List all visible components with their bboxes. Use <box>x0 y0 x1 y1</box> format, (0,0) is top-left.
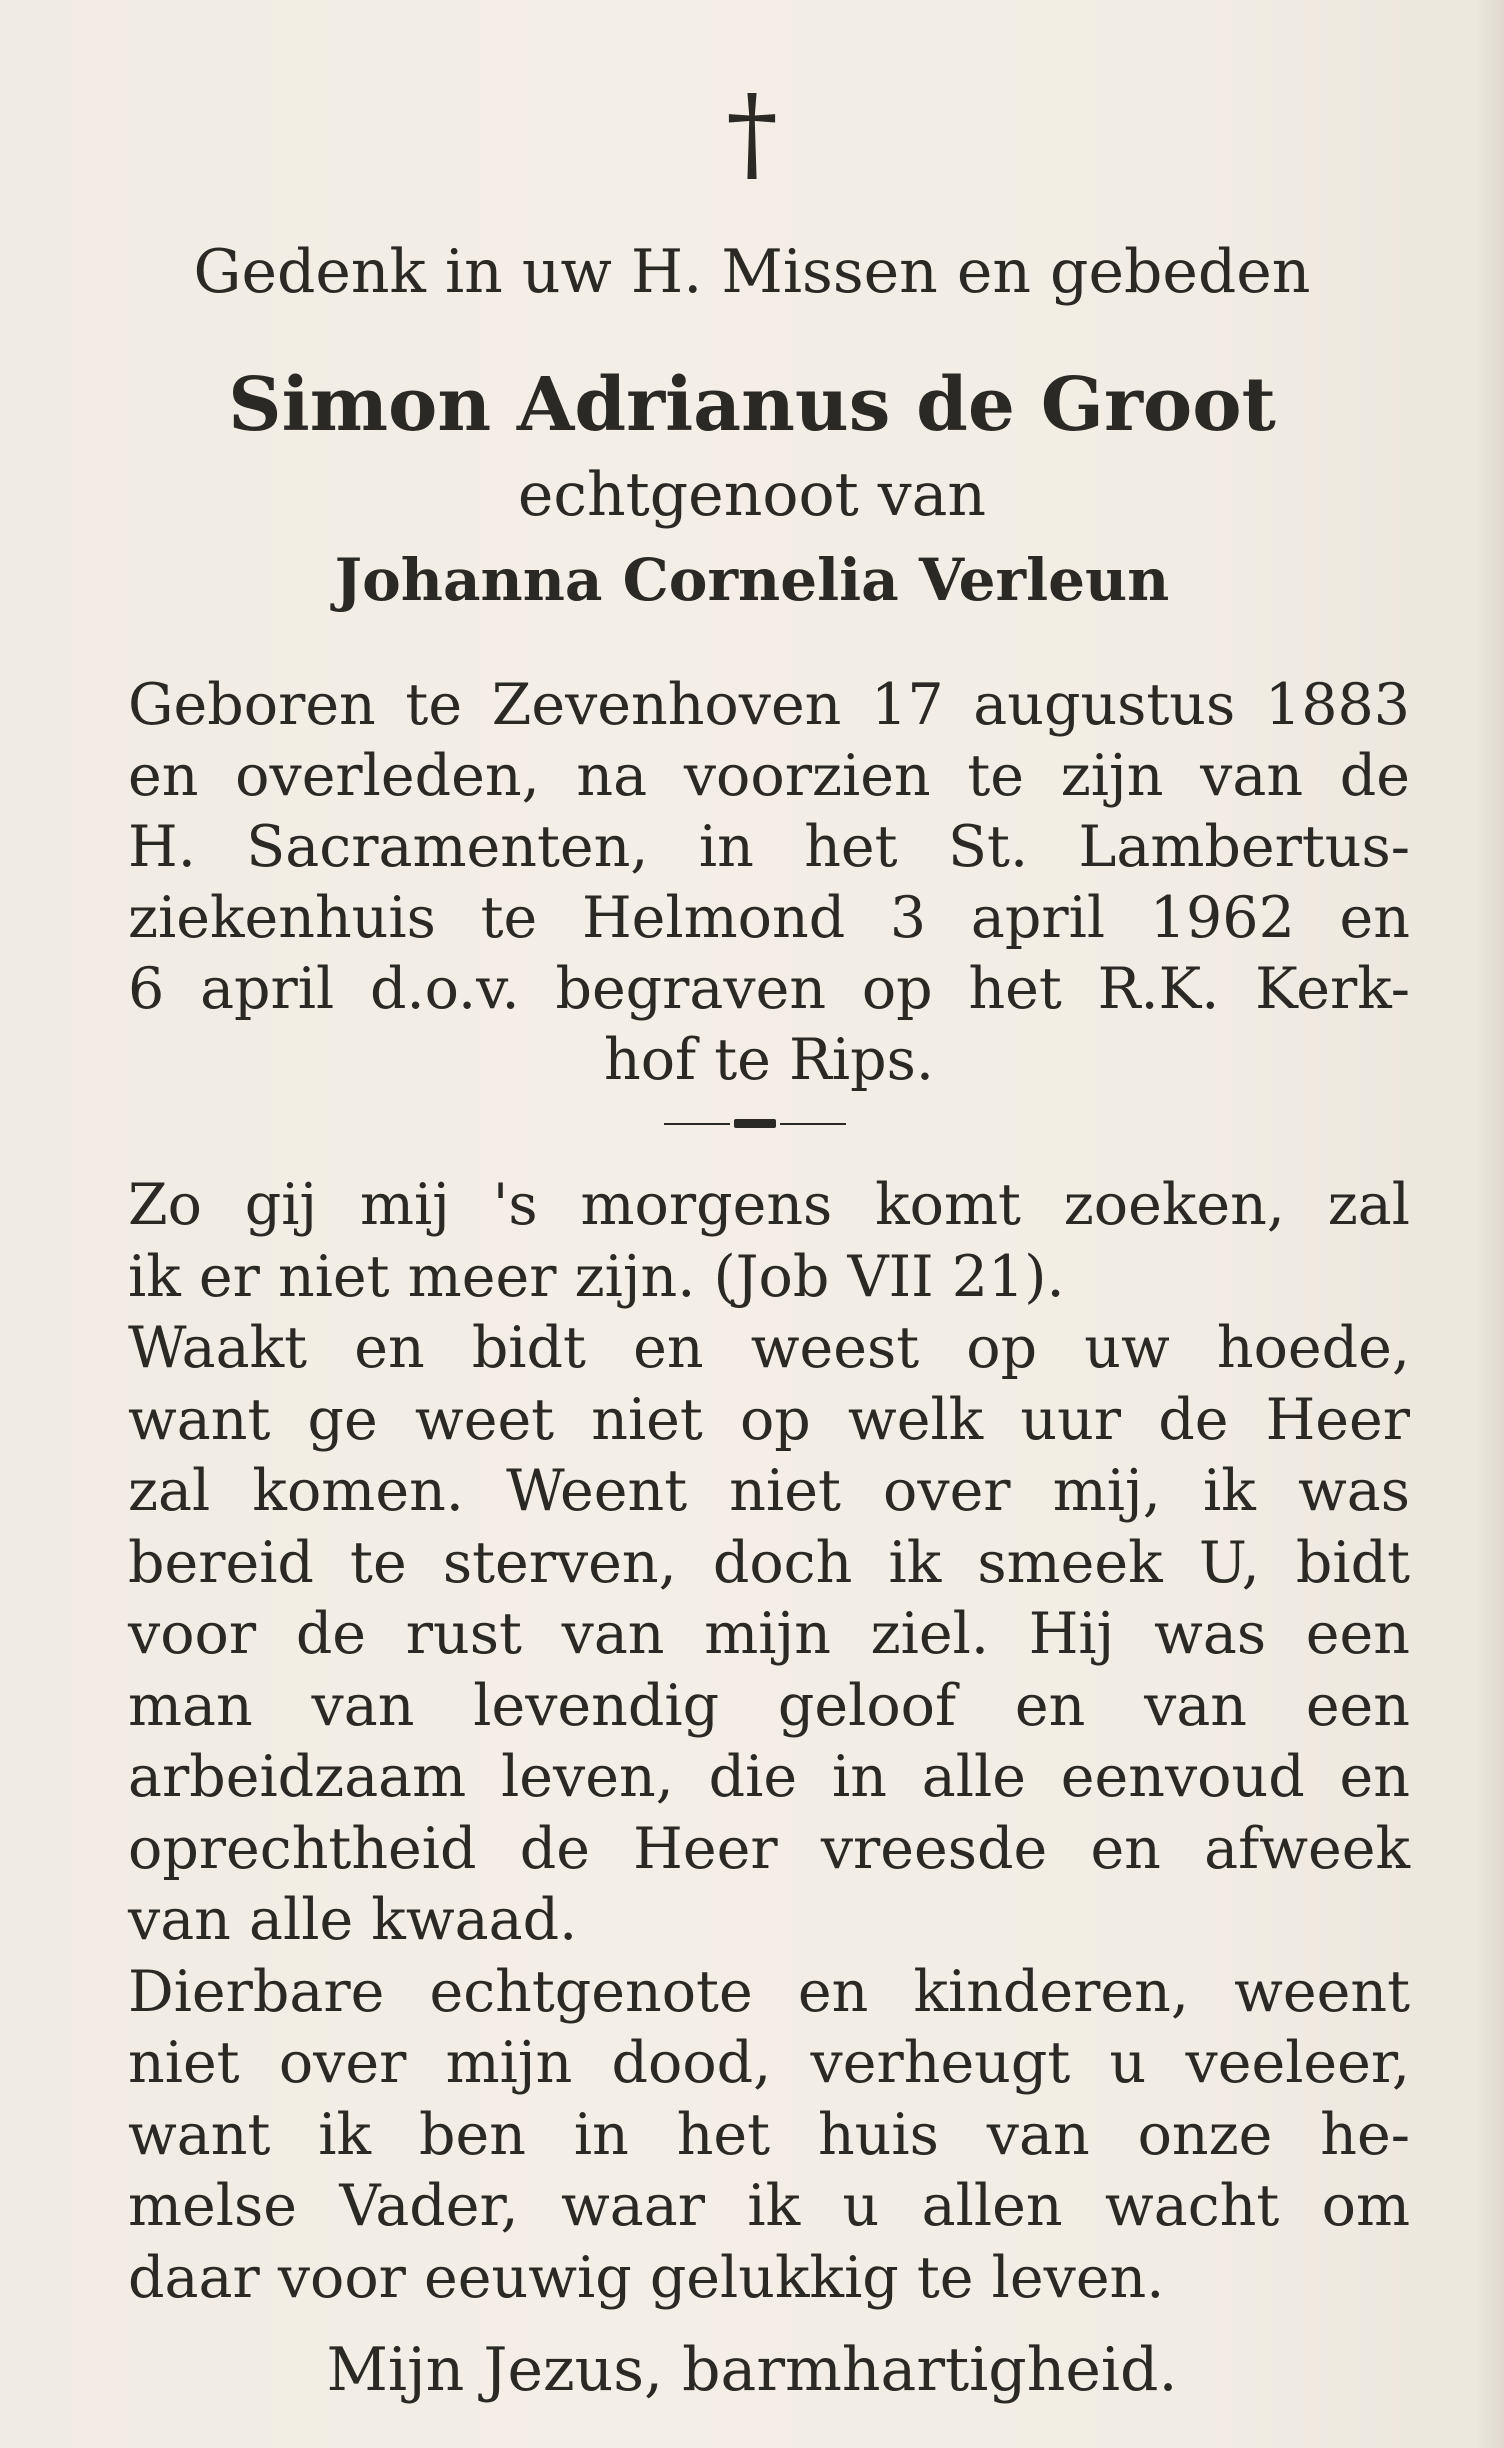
bio-line: H. Sacramenten, in het St. Lambertus- <box>128 814 1410 880</box>
quote-line: want ge weet niet op welk uur de Heer <box>128 1386 1410 1453</box>
ornamental-divider <box>664 1122 846 1126</box>
scripture-and-reflection <box>128 1170 1410 2314</box>
quote-line: Dierbare echtgenote en kinderen, weent <box>128 1958 1410 2025</box>
quote-line: Zo gij mij 's morgens komt zoeken, zal <box>128 1172 1410 1238</box>
cross-icon: † <box>726 72 778 194</box>
quote-line: van alle kwaad. <box>128 1887 578 1953</box>
biography <box>128 670 1410 1096</box>
bio-line: 6 april d.o.v. begraven op het R.K. Kerk- <box>128 956 1410 1022</box>
quote-line: niet over mijn dood, verheugt u veeleer, <box>128 2030 1410 2096</box>
divider-rule-right <box>780 1123 846 1125</box>
bio-line: Geboren te Zevenhoven 17 augustus 1883 <box>128 672 1410 738</box>
bio-line: ziekenhuis te Helmond 3 april 1962 en <box>128 885 1410 951</box>
quote-line: zal komen. Weent niet over mij, ik was <box>128 1458 1410 1524</box>
quote-line: daar voor eeuwig gelukkig te leven. <box>128 2244 1165 2311</box>
quote-line: ik er niet meer zijn. (Job VII 21). <box>128 1243 1065 1310</box>
deceased-name: Simon Adrianus de Groot <box>228 362 1276 448</box>
divider-ornament <box>734 1119 776 1128</box>
quote-line: voor de rust van mijn ziel. Hij was een <box>128 1601 1410 1667</box>
quote-line: Waakt en bidt en weest op uw hoede, <box>128 1315 1410 1381</box>
quote-line: melse Vader, waar ik u allen wacht om <box>128 2173 1410 2239</box>
bio-line: en overleden, na voorzien te zijn van de <box>128 743 1410 809</box>
spouse-label: echtgenoot van <box>517 460 987 530</box>
quote-line: want ik ben in het huis van onze he- <box>128 2101 1410 2168</box>
quote-line: arbeidzaam leven, die in alle eenvoud en <box>128 1744 1410 1810</box>
divider-rule-left <box>664 1123 730 1125</box>
intro-text: Gedenk in uw H. Missen en gebeden <box>193 237 1311 307</box>
quote-line: oprechtheid de Heer vreesde en afweek <box>128 1815 1410 1882</box>
spouse-name: Johanna Cornelia Verleun <box>334 546 1170 614</box>
closing-prayer: Mijn Jezus, barmhartigheid. <box>326 2335 1178 2405</box>
quote-line: man van levendig geloof en van een <box>128 1672 1410 1739</box>
quote-line: bereid te sterven, doch ik smeek U, bidt <box>128 1529 1410 1596</box>
bio-line: hof te Rips. <box>603 1027 934 1093</box>
